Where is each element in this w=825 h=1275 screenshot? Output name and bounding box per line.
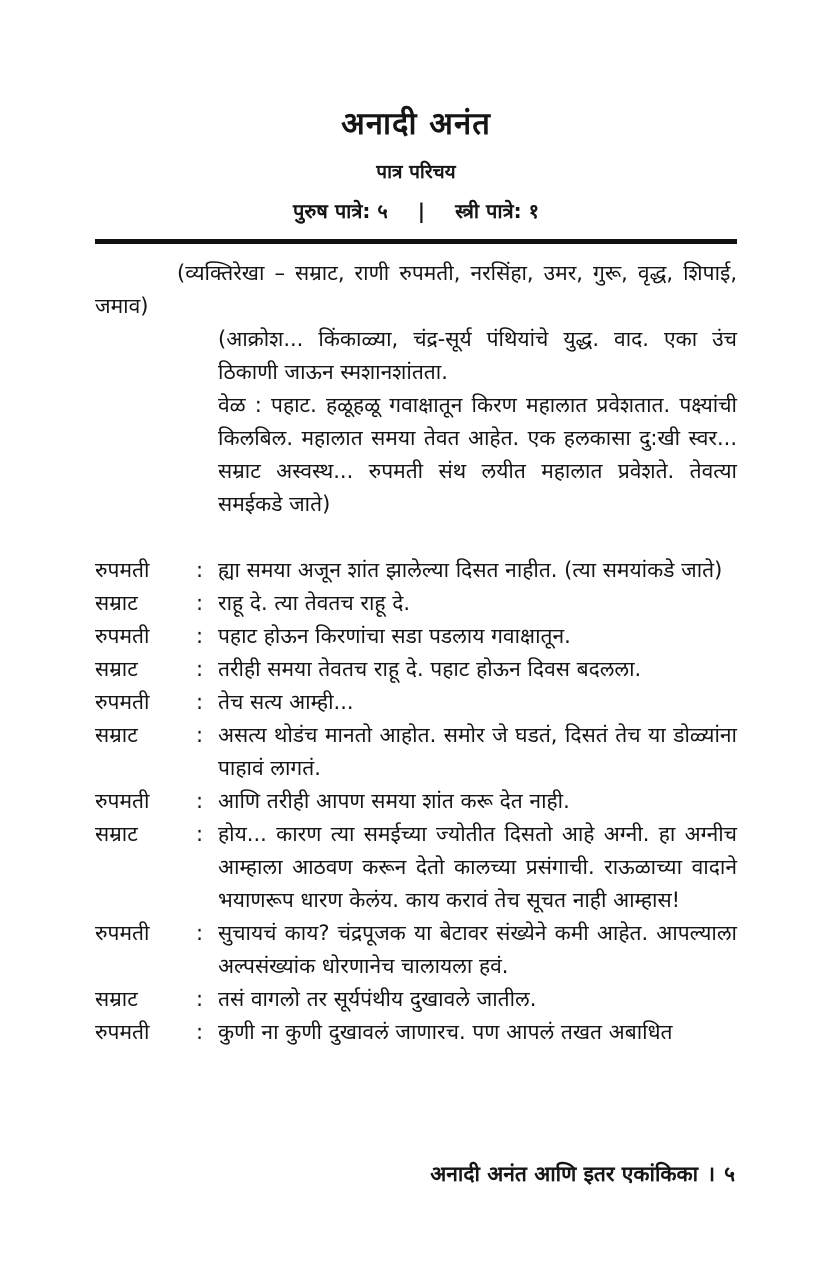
dialogue-speaker: रुपमती <box>95 789 150 813</box>
dialogue-text: होय... कारण त्या समईच्या ज्योतीत दिसतो आहे अग्नी. हा अग्नीच आम्हाला आठवण करून देतो कालच्या प्रसंगाची. राऊळाच्या वादाने भयाणरूप धारण केलंय. काय करावं तेच सूचत नाही आम्हास! <box>218 822 737 912</box>
dialogue-row <box>95 1016 737 1049</box>
cast-separator: | <box>417 199 426 223</box>
dialogue-text: तरीही समया तेवतच राहू दे. पहाट होऊन दिवस बदलला. <box>218 657 642 681</box>
dialogue-colon: : <box>196 657 204 681</box>
dialogue-text: आणि तरीही आपण समया शांत करू देत नाही. <box>218 789 570 813</box>
page-header <box>95 0 737 224</box>
dialogue-row <box>95 917 737 983</box>
dialogue-speaker: सम्राट <box>95 657 138 681</box>
dialogue-colon: : <box>196 921 204 945</box>
dialogue-row <box>95 983 737 1016</box>
footer-separator: । <box>707 1162 716 1186</box>
dialogue-row <box>95 719 737 785</box>
dialogue-speaker: रुपमती <box>95 921 150 945</box>
dialogue-colon: : <box>196 690 204 714</box>
dialogue-row <box>95 785 737 818</box>
page-footer <box>430 1158 735 1191</box>
dialogue-list <box>95 554 737 1049</box>
stage-direction-paragraph: वेळ : पहाट. हळूहळू गवाक्षातून किरण महालात प्रवेशतात. पक्ष्यांची किलबिल. महालात समया तेवत आहेत. एक हलकासा दु:खी स्वर... सम्राट अस्वस्थ... रुपमती संथ लयीत महालात प्रवेशते. तेवत्या समईकडे जाते) <box>218 393 737 516</box>
dialogue-text: तेच सत्य आम्ही... <box>218 690 354 714</box>
dialogue-speaker: रुपमती <box>95 558 150 582</box>
dialogue-row <box>95 686 737 719</box>
cast-intro-heading: पात्र परिचय <box>376 161 456 183</box>
dialogue-row <box>95 653 737 686</box>
character-list-note: (व्यक्तिरेखा – सम्राट, राणी रुपमती, नरसिंहा, उमर, गुरू, वृद्ध, शिपाई, जमाव) <box>95 261 737 318</box>
male-cast-count: पुरुष पात्रे: ५ <box>292 199 388 223</box>
dialogue-speaker: रुपमती <box>95 690 150 714</box>
dialogue-colon: : <box>196 789 204 813</box>
female-cast-count: स्त्री पात्रे: १ <box>455 199 539 223</box>
dialogue-row <box>95 554 737 587</box>
dialogue-text: असत्य थोडंच मानतो आहोत. समोर जे घडतं, दिसतं तेच या डोळ्यांना पाहावं लागतं. <box>218 723 737 780</box>
cast-count-line <box>95 198 737 224</box>
footer-book-title: अनादी अनंत आणि इतर एकांकिका <box>430 1162 699 1186</box>
script-body <box>95 257 737 1049</box>
dialogue-colon: : <box>196 591 204 615</box>
dialogue-speaker: रुपमती <box>95 624 150 648</box>
dialogue-text: राहू दे. त्या तेवतच राहू दे. <box>218 591 411 615</box>
dialogue-speaker: रुपमती <box>95 1020 150 1044</box>
dialogue-colon: : <box>196 987 204 1011</box>
dialogue-row <box>95 587 737 620</box>
dialogue-text: कुणी ना कुणी दुखावलं जाणारच. पण आपलं तखत अबाधित <box>218 1020 673 1044</box>
dialogue-colon: : <box>196 624 204 648</box>
dialogue-speaker: सम्राट <box>95 987 138 1011</box>
dialogue-speaker: सम्राट <box>95 591 138 615</box>
dialogue-row <box>95 818 737 917</box>
dialogue-speaker: सम्राट <box>95 723 138 747</box>
page-content <box>95 0 737 1049</box>
footer-page-number: ५ <box>724 1162 735 1186</box>
dialogue-text: ह्या समया अजून शांत झालेल्या दिसत नाहीत. (त्या समयांकडे जाते) <box>218 558 723 582</box>
stage-direction-paragraph: (आक्रोश... किंकाळ्या, चंद्र-सूर्य पंथियांचे युद्ध. वाद. एका उंच ठिकाणी जाऊन स्मशानशांतता. <box>218 327 737 384</box>
dialogue-colon: : <box>196 822 204 846</box>
dialogue-colon: : <box>196 723 204 747</box>
dialogue-colon: : <box>196 1020 204 1044</box>
divider-rule <box>95 239 737 244</box>
dialogue-text: सुचायचं काय? चंद्रपूजक या बेटावर संख्येने कमी आहेत. आपल्याला अल्पसंख्यांक धोरणानेच चालायला हवं. <box>218 921 737 978</box>
dialogue-row <box>95 620 737 653</box>
dialogue-speaker: सम्राट <box>95 822 138 846</box>
stage-directions <box>218 323 737 521</box>
dialogue-text: तसं वागलो तर सूर्यपंथीय दुखावले जातील. <box>218 987 537 1011</box>
dialogue-text: पहाट होऊन किरणांचा सडा पडलाय गवाक्षातून. <box>218 624 571 648</box>
play-title: अनादी अनंत <box>341 106 491 142</box>
dialogue-colon: : <box>196 558 204 582</box>
